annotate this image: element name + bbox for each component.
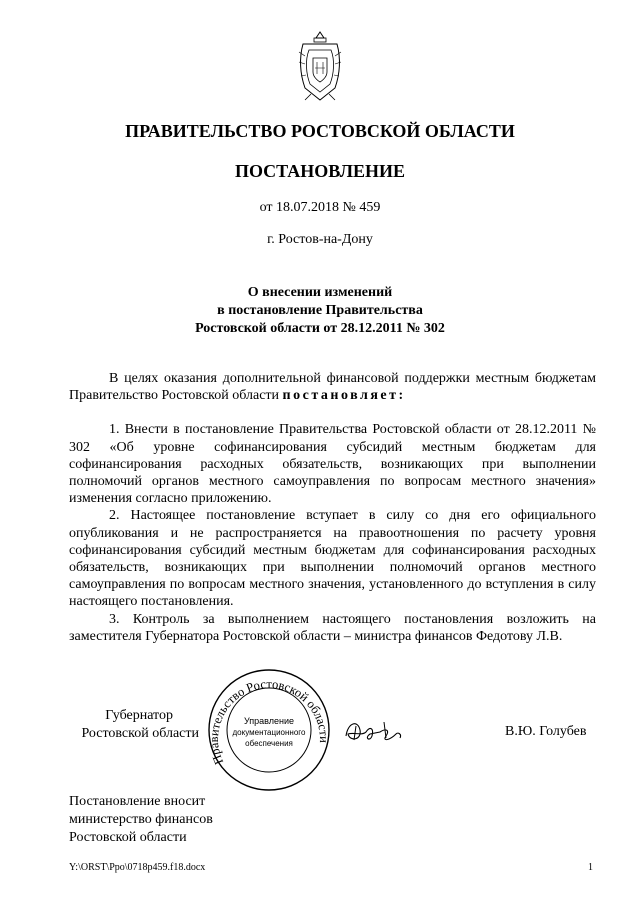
document-type: ПОСТАНОВЛЕНИЕ <box>234 161 406 181</box>
handwritten-signature-icon <box>340 712 410 752</box>
file-path: Y:\ORST\Ppo\0718p459.f18.docx <box>69 862 206 873</box>
official-seal-icon <box>207 668 331 792</box>
subject-line: О внесении изменений <box>247 285 393 300</box>
page-number: 1 <box>588 862 593 873</box>
signatory-title <box>69 707 199 743</box>
preamble-verb: постановляет: <box>282 388 406 404</box>
date-number: от 18.07.2018 № 459 <box>259 200 381 215</box>
signatory-title-line: Губернатор <box>105 708 173 723</box>
paragraph-1: 1. Внести в постановление Правительства Ростовской области от 28.12.2011 № 302 «Об уровне софинансирования субсидий местным бюджетам для софинансирования расходных обязательств, возникающих при выполнении полномочий органов местного самоуправления по вопросам местного значения» изменения согласно приложению. <box>69 422 596 507</box>
submission-note <box>69 793 213 847</box>
signatory-title-line: Ростовской области <box>81 726 199 741</box>
organization-title: ПРАВИТЕЛЬСТВО РОСТОВСКОЙ ОБЛАСТИ <box>125 121 515 141</box>
subject-heading <box>0 284 640 338</box>
signatory-name: В.Ю. Голубев <box>505 724 587 739</box>
seal-center-line: документационного <box>232 728 306 737</box>
seal-center-line: Управление <box>243 716 295 726</box>
seal-center-line: обеспечения <box>245 739 293 748</box>
paragraph-2: 2. Настоящее постановление вступает в силу со дня его официального опубликования и не распространяется на правоотношения по расчету уровня софинансирования субсидий местным бюджетам для софинансирования расходных обязательств, возникающих при выполнении полномочий органов местного самоуправления по вопросам местного значения, установленного до вступления в силу настоящего постановления. <box>69 508 596 610</box>
seal-ring-text: Правительство Ростовской области <box>207 677 331 767</box>
city: г. Ростов-на-Дону <box>267 232 373 247</box>
subject-line: в постановление Правительства <box>217 303 423 318</box>
note-line: Ростовской области <box>69 830 187 845</box>
note-line: Постановление вносит <box>69 794 206 809</box>
document-body <box>69 370 596 645</box>
paragraph-3: 3. Контроль за выполнением настоящего постановления возложить на заместителя Губернатора Ростовской области – министра финансов Федотову Л.В. <box>69 611 596 644</box>
subject-line: Ростовской области от 28.12.2011 № 302 <box>195 321 445 336</box>
note-line: министерство финансов <box>69 812 213 827</box>
coat-of-arms-icon <box>297 30 343 104</box>
preamble-text: В целях оказания дополнительной финансовой поддержки местным бюджетам Правительство Ростовской области <box>69 371 596 404</box>
preamble-paragraph <box>69 370 596 404</box>
